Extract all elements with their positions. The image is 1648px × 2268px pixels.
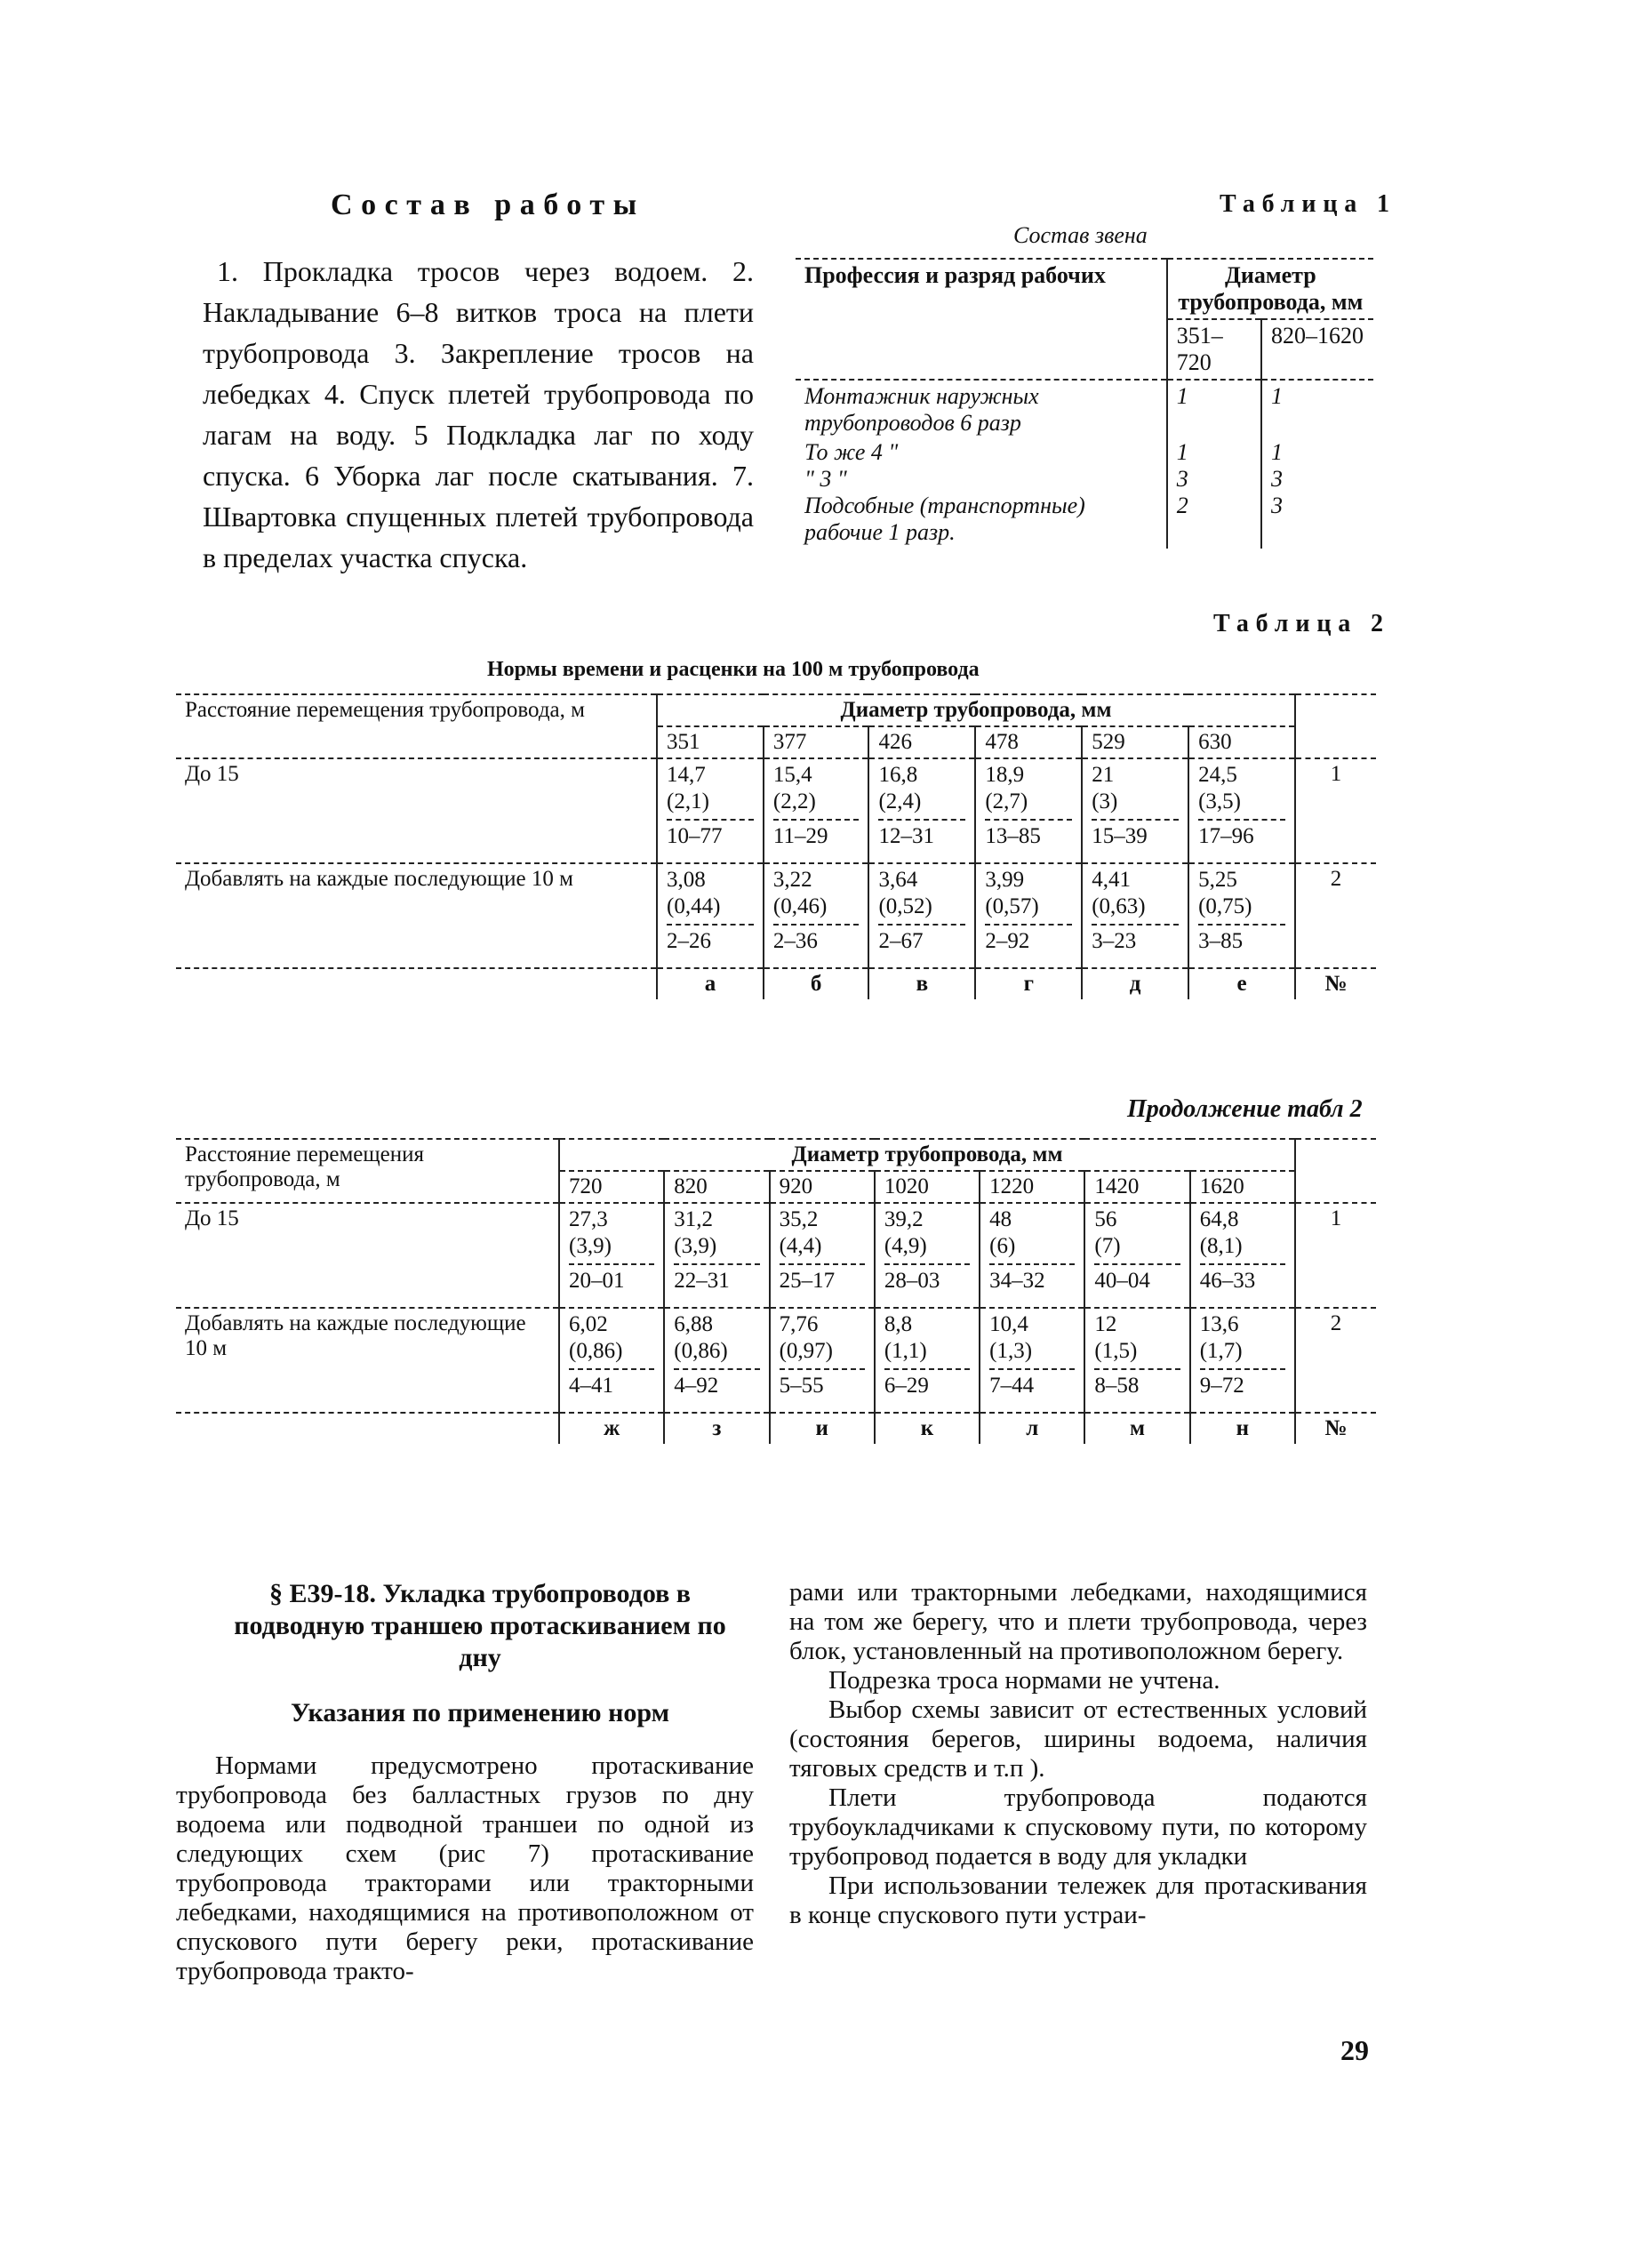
table2-title: Нормы времени и расценки на 100 м трубопровода [487,658,980,681]
column-letter: и [770,1413,875,1444]
norms1-header-diameter: Диаметр трубопровода, мм [657,694,1295,726]
norm-cell [975,863,1082,968]
crew-count: 3 [1167,466,1261,493]
norm-rate: 3–23 [1092,924,1179,954]
norm-rate: 12–31 [878,819,965,849]
norm-cell [764,758,869,863]
column-letter: н [1190,1413,1295,1444]
crew-table [796,258,1373,549]
norm-time: 56 [1094,1207,1117,1231]
norm-hours: (3,9) [569,1234,612,1258]
crew-profession: " 3 " [796,466,1167,493]
section-paragraph: Плети трубопровода подаются трубоукладчиками к спусковому пути, по которому трубопровод подается в воду для укладки [789,1783,1367,1871]
column-letter: б [764,968,869,999]
norm-cell [868,758,975,863]
page-number: 29 [1340,2034,1369,2066]
section-subtitle: Указания по применению норм [290,1698,670,1727]
table-row [176,863,1376,968]
diameter-header: 1620 [1190,1171,1295,1203]
norm-rate: 13–85 [985,819,1072,849]
norm-rate: 6–29 [884,1368,970,1398]
norm-cell [1190,1203,1295,1308]
diameter-header: 529 [1082,726,1188,758]
diameter-header: 377 [764,726,869,758]
norm-rate: 4–92 [674,1368,759,1398]
norm-time: 3,64 [878,868,918,892]
table-row [796,493,1373,549]
section-paragraph: При использовании тележек для протаскивания в конце спускового пути устраи- [789,1871,1367,1929]
norm-rate: 7–44 [989,1368,1075,1398]
table-row [176,758,1376,863]
norm-cell [664,1308,769,1413]
diameter-header: 720 [559,1171,664,1203]
norm-cell [975,758,1082,863]
norm-time: 4,41 [1092,868,1131,892]
norm-hours: (3,5) [1198,789,1241,813]
norm-cell [875,1203,980,1308]
column-letter: з [664,1413,769,1444]
norm-time: 14,7 [667,763,706,787]
crew-profession: Подсобные (транспортные) рабочие 1 разр. [796,493,1167,549]
norm-hours: (0,86) [674,1339,728,1363]
norm-rate: 28–03 [884,1263,970,1294]
norm-rate: 25–17 [780,1263,865,1294]
section-paragraph: Нормами предусмотрено протаскивание трубопровода без балластных грузов по дну водоема или подводной траншеи по одной из следующих схем (рис 7) протаскивание трубопровода тракторами или тракторными лебедками, находящимися на противоположном от спускового пути берегу реки, протаскивание трубопровода тракто- [176,1751,754,1985]
norm-hours: (0,63) [1092,894,1146,918]
norm-cell [1082,863,1188,968]
norm-time: 15,4 [772,763,812,787]
work-composition-heading: Состав работы [331,188,645,221]
norm-time: 13,6 [1199,1312,1239,1336]
diameter-header: 630 [1188,726,1295,758]
norm-cell [770,1308,875,1413]
norm-time: 24,5 [1198,763,1237,787]
table-row [796,439,1373,466]
norm-rate: 15–39 [1092,819,1179,849]
section-paragraph: рами или тракторными лебедками, находящимися на том же берегу, что и плети трубопровода, через блок, установленный на противоположном берегу. [789,1578,1367,1665]
norm-cell [980,1308,1084,1413]
norm-cell [1084,1203,1189,1308]
crew-header-diameter: Диаметр трубопровода, мм [1167,259,1373,319]
norm-rate: 2–36 [773,924,860,954]
norm-hours: (0,44) [667,894,721,918]
norm-rate: 40–04 [1094,1263,1180,1294]
table2-label: Таблица 2 [1213,610,1390,637]
norm-rate: 3–85 [1198,924,1285,954]
norm-rate: 20–01 [569,1263,654,1294]
norm-cell [664,1203,769,1308]
norms-table-1 [176,693,1376,999]
norm-hours: (3,9) [674,1234,717,1258]
crew-count: 1 [1270,439,1283,465]
norms1-row-label: Добавлять на каждые последующие 10 м [176,863,657,968]
crew-count: 1 [1167,380,1261,439]
norm-hours: (1,7) [1199,1339,1243,1363]
norm-hours: (3) [1092,789,1118,813]
crew-count: 1 [1270,383,1283,409]
norm-cell [875,1308,980,1413]
norm-rate: 4–41 [569,1368,654,1398]
column-letter: в [868,968,975,999]
column-letter: д [1082,968,1188,999]
norms2-row-label: Добавлять на каждые последующие 10 м [176,1308,559,1413]
norm-cell [1188,863,1295,968]
diameter-header: 426 [868,726,975,758]
diameter-header: 1420 [1084,1171,1189,1203]
row-number: 2 [1330,1311,1342,1335]
norms2-row-label: До 15 [176,1203,559,1308]
number-sign: № [1324,972,1348,996]
norm-hours: (0,52) [878,894,932,918]
norms-table-2 [176,1138,1376,1444]
norm-time: 18,9 [985,763,1025,787]
norm-hours: (0,97) [779,1339,833,1363]
norm-hours: (4,4) [779,1234,822,1258]
norm-cell [980,1203,1084,1308]
norm-hours: (2,2) [772,789,816,813]
norm-time: 35,2 [779,1207,819,1231]
norm-cell [1082,758,1188,863]
crew-col-820-1620: 820–1620 [1270,323,1364,349]
section-right-column [789,1578,1367,1930]
norm-hours: (0,57) [985,894,1039,918]
norm-rate: 34–32 [989,1263,1075,1294]
norm-cell [1084,1308,1189,1413]
norm-time: 39,2 [884,1207,924,1231]
norm-hours: (2,1) [667,789,709,813]
norm-hours: (0,46) [772,894,828,918]
norm-hours: (8,1) [1199,1234,1243,1258]
norm-rate: 17–96 [1198,819,1285,849]
norm-hours: (0,75) [1198,894,1252,918]
table-row [796,380,1373,439]
norm-time: 10,4 [989,1312,1028,1336]
norm-rate: 8–58 [1094,1368,1180,1398]
norm-time: 6,88 [674,1312,714,1336]
crew-count: 3 [1270,493,1283,518]
norm-time: 3,08 [667,868,706,892]
norm-cell [1188,758,1295,863]
norm-time: 6,02 [569,1312,608,1336]
norm-cell [559,1308,664,1413]
column-letter: к [875,1413,980,1444]
norm-time: 48 [989,1207,1012,1231]
column-letter: а [657,968,764,999]
norm-time: 12 [1094,1312,1117,1336]
crew-count: 1 [1167,439,1261,466]
norm-cell [764,863,869,968]
norm-rate: 2–92 [985,924,1072,954]
norms2-header-diameter: Диаметр трубопровода, мм [559,1139,1295,1171]
norm-hours: (2,4) [878,789,922,813]
table1-caption: Состав звена [1013,222,1148,248]
section-paragraph: Подрезка троса нормами не учтена. [828,1666,1220,1695]
norm-rate: 46–33 [1200,1263,1285,1294]
crew-count: 2 [1167,493,1261,549]
column-letter: е [1188,968,1295,999]
table-row [176,1203,1376,1308]
diameter-header: 920 [770,1171,875,1203]
norms1-header-distance: Расстояние перемещения трубопровода, м [176,694,657,758]
number-sign: № [1324,1416,1348,1440]
norm-rate: 10–77 [667,819,754,849]
table-row [796,466,1373,493]
norm-time: 3,22 [772,868,812,892]
norm-time: 31,2 [674,1207,714,1231]
norm-hours: (1,5) [1094,1339,1138,1363]
norms2-header-distance: Расстояние перемещения трубопровода, м [176,1139,559,1203]
norm-time: 21 [1092,763,1115,787]
row-number: 2 [1330,867,1342,891]
section-title: § Е39-18. Укладка трубопроводов в подводную траншею протаскиванием по дну [234,1579,726,1672]
crew-count: 3 [1270,466,1283,492]
diameter-header: 820 [664,1171,769,1203]
norm-rate: 11–29 [773,819,860,849]
work-composition-text: 1. Прокладка тросов через водоем. 2. Накладывание 6–8 витков троса на плети трубопровода 3. Закрепление тросов на лебедках 4. Спуск плетей трубопровода по лагам на воду. 5 Подкладка лаг по ходу спуска. 6 Уборка лаг после скатывания. 7. Швартовка спущенных плетей трубопровода в пределах участка спуска. [203,255,754,573]
column-letter: л [980,1413,1084,1444]
crew-col-351-720: 351–720 [1167,319,1261,380]
norm-hours: (7) [1094,1234,1121,1258]
norm-cell [657,758,764,863]
table3-label: Продолжение табл 2 [1127,1095,1363,1123]
norm-time: 3,99 [985,868,1025,892]
norm-time: 64,8 [1199,1207,1239,1231]
row-number: 1 [1330,762,1342,786]
section-paragraph: Выбор схемы зависит от естественных условий (состояния берегов, ширины водоема, наличия тяговых средств и т.п ). [789,1695,1367,1783]
norm-rate: 22–31 [674,1263,759,1294]
crew-profession: То же 4 " [796,439,1167,466]
diameter-header: 1020 [875,1171,980,1203]
norm-cell [657,863,764,968]
norm-hours: (4,9) [884,1234,927,1258]
norm-time: 27,3 [569,1207,608,1231]
norm-rate: 2–67 [878,924,965,954]
norm-hours: (6) [989,1234,1016,1258]
crew-header-profession: Профессия и разряд рабочих [796,259,1167,380]
norm-cell [1190,1308,1295,1413]
diameter-header: 1220 [980,1171,1084,1203]
column-letter: ж [559,1413,664,1444]
column-letter: г [975,968,1082,999]
norm-cell [559,1203,664,1308]
row-number: 1 [1330,1206,1342,1230]
table1-label: Таблица 1 [1220,190,1396,218]
norm-time: 8,8 [884,1312,913,1336]
norm-hours: (0,86) [569,1339,623,1363]
crew-profession: Монтажник наружных трубопроводов 6 разр [796,380,1167,439]
norms1-row-label: До 15 [176,758,657,863]
norm-time: 7,76 [779,1312,819,1336]
norm-hours: (2,7) [985,789,1028,813]
table-row [176,1308,1376,1413]
norm-hours: (1,1) [884,1339,927,1363]
norm-rate: 9–72 [1200,1368,1285,1398]
norm-hours: (1,3) [989,1339,1033,1363]
norm-time: 5,25 [1198,868,1237,892]
column-letter: м [1084,1413,1189,1444]
norm-rate: 5–55 [780,1368,865,1398]
norm-cell [770,1203,875,1308]
norm-cell [868,863,975,968]
diameter-header: 351 [657,726,764,758]
diameter-header: 478 [975,726,1082,758]
norm-rate: 2–26 [667,924,754,954]
norm-time: 16,8 [878,763,918,787]
